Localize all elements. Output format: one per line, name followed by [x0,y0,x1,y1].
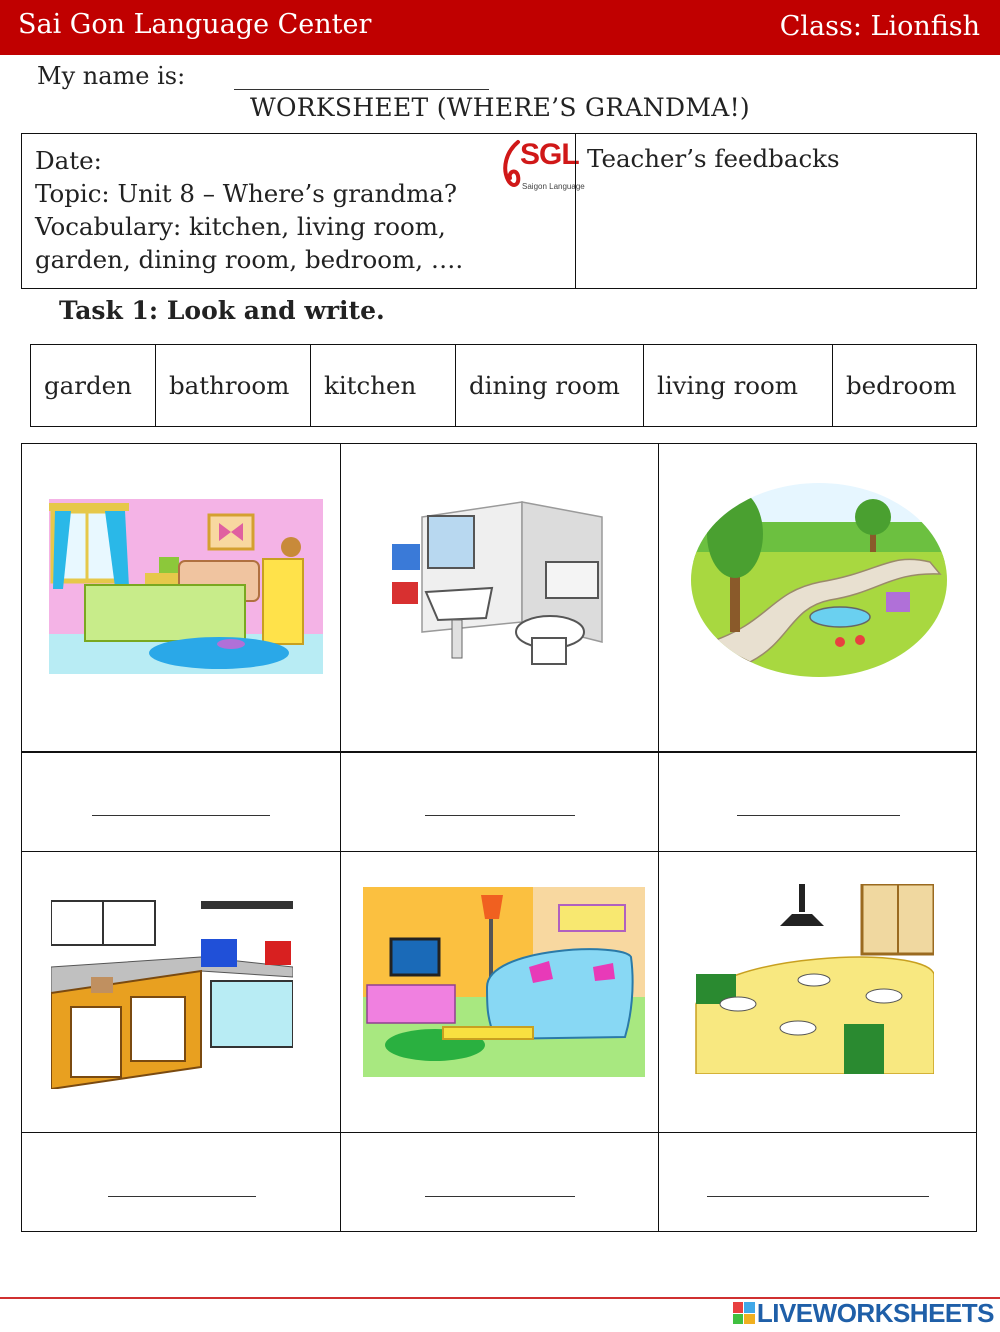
picture-grid [21,443,977,1232]
topic-label: Topic: Unit 8 – Where’s grandma? [35,179,458,208]
teacher-feedback-label: Teacher’s feedbacks [587,144,840,173]
sgl-logo [500,138,585,202]
word-bank-item: living room [644,345,833,426]
answer-blank-2[interactable] [425,815,575,816]
info-divider [575,134,576,288]
info-lines [35,144,463,276]
grid-divider [22,1132,976,1133]
school-name: Sai Gon Language Center [18,9,372,40]
vocabulary-line-1: Vocabulary: kitchen, living room, [35,212,446,241]
header-bar [0,0,1000,55]
name-prompt: My name is: [37,62,186,90]
logo-subtext: Saigon Language [522,182,585,191]
task-title: Task 1: Look and write. [59,296,385,325]
name-input-line[interactable] [234,89,489,90]
bathroom-picture [382,492,630,676]
logo-text: SGL [520,138,579,171]
worksheet-title: WORKSHEET (WHERE’S GRANDMA!) [250,93,750,122]
date-label: Date: [35,146,102,175]
word-bank-item: bedroom [846,371,957,400]
kitchen-picture [51,897,293,1093]
answer-blank-5[interactable] [425,1196,575,1197]
grid-divider [658,444,659,1231]
info-box [21,133,977,289]
answer-blank-6[interactable] [707,1196,929,1197]
grid-divider [22,751,976,753]
garden-picture [690,482,948,682]
living-room-picture [363,887,645,1081]
word-bank-item: bathroom [156,345,311,426]
liveworksheets-brand: LIVEWORKSHEETS [756,1297,994,1328]
liveworksheets-icon [733,1302,755,1324]
vocabulary-line-2: garden, dining room, bedroom, …. [35,245,464,274]
dining-room-picture [694,884,934,1078]
grid-divider [340,444,341,1231]
word-bank [30,344,977,427]
answer-blank-4[interactable] [108,1196,256,1197]
word-bank-item: garden [31,345,156,426]
answer-blank-3[interactable] [737,815,900,816]
answer-blank-1[interactable] [92,815,270,816]
class-label: Class: Lionfish [779,11,980,42]
grid-divider [22,851,976,852]
bedroom-picture [49,499,323,678]
word-bank-item: kitchen [311,345,456,426]
word-bank-item: dining room [456,345,644,426]
liveworksheets-logo [733,1297,994,1329]
